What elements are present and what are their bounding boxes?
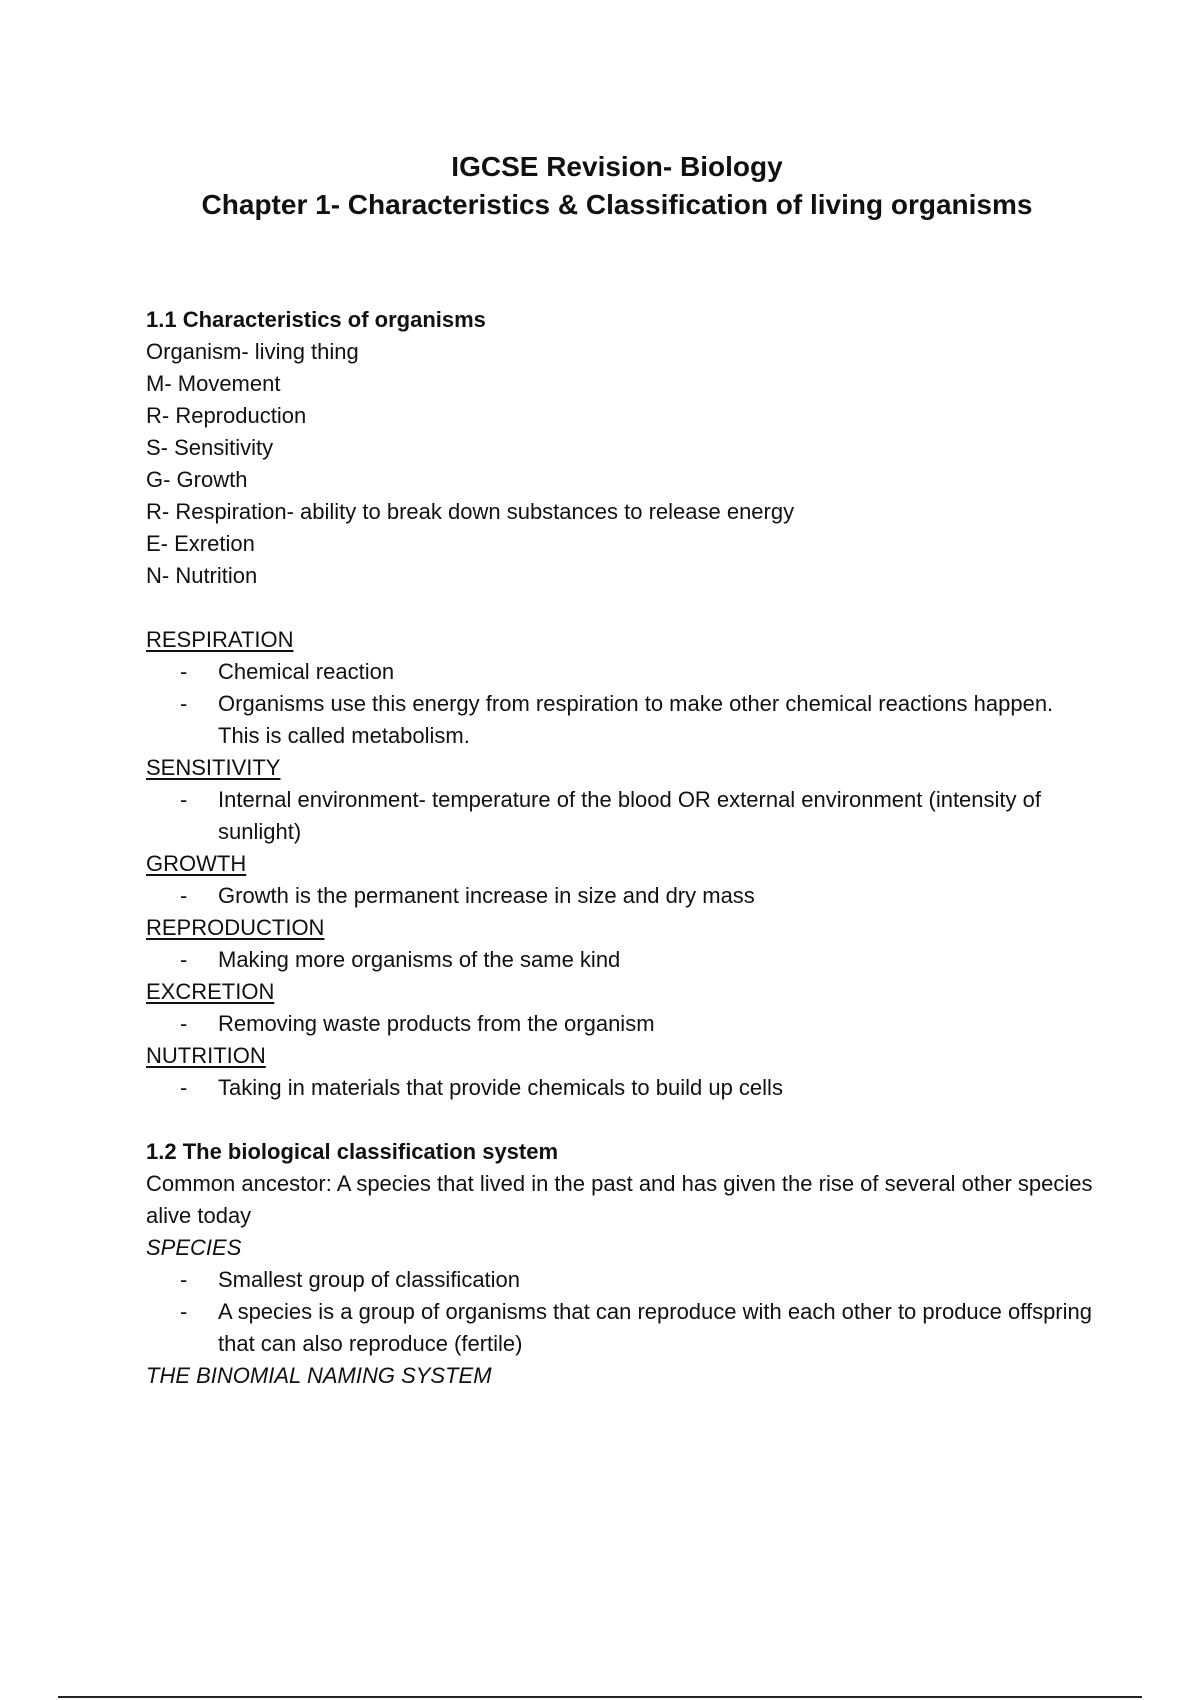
subheading-nutrition: NUTRITION bbox=[146, 1043, 266, 1068]
text-line-respiration: R- Respiration- ability to break down substances to release energy bbox=[146, 499, 795, 524]
list-item bbox=[146, 880, 1096, 912]
bullet-list-species bbox=[146, 1264, 1096, 1360]
bullet-dash: - bbox=[180, 1075, 188, 1100]
list-item-text: A species is a group of organisms that can reproduce with each other to produce offspring that can also reproduce (fertile) bbox=[218, 1299, 1092, 1356]
list-item bbox=[146, 1072, 1096, 1104]
subheading-binomial-naming: THE BINOMIAL NAMING SYSTEM bbox=[146, 1363, 492, 1388]
text-line-organism: Organism- living thing bbox=[146, 339, 359, 364]
list-item bbox=[146, 1296, 1096, 1360]
text-line-nutrition: N- Nutrition bbox=[146, 563, 258, 588]
subheading-reproduction: REPRODUCTION bbox=[146, 915, 325, 940]
text-line-growth: G- Growth bbox=[146, 467, 248, 492]
list-item bbox=[146, 688, 1096, 752]
bullet-list-nutrition bbox=[146, 1072, 1096, 1104]
list-item bbox=[146, 1264, 1096, 1296]
list-item-text: Chemical reaction bbox=[218, 659, 395, 684]
document-body bbox=[146, 304, 1096, 1392]
list-item-text: Removing waste products from the organism bbox=[218, 1011, 655, 1036]
list-item bbox=[146, 656, 1096, 688]
bullet-dash: - bbox=[180, 1299, 188, 1324]
section-heading-characteristics: 1.1 Characteristics of organisms bbox=[146, 307, 486, 332]
text-line-reproduction: R- Reproduction bbox=[146, 403, 307, 428]
list-item-text: Organisms use this energy from respiration to make other chemical reactions happen. This is called metabolism. bbox=[218, 691, 1054, 748]
page-bottom-divider bbox=[58, 1696, 1142, 1698]
bullet-dash: - bbox=[180, 883, 188, 908]
list-item-text: Taking in materials that provide chemicals to build up cells bbox=[218, 1075, 783, 1100]
bullet-dash: - bbox=[180, 1011, 188, 1036]
text-line-movement: M- Movement bbox=[146, 371, 281, 396]
paragraph-common-ancestor: Common ancestor: A species that lived in the past and has given the rise of several other species alive today bbox=[146, 1171, 1093, 1228]
blank-line bbox=[146, 592, 1096, 624]
bullet-dash: - bbox=[180, 659, 188, 684]
bullet-dash: - bbox=[180, 691, 188, 716]
bullet-list-excretion bbox=[146, 1008, 1096, 1040]
list-item bbox=[146, 944, 1096, 976]
subheading-respiration: RESPIRATION bbox=[146, 627, 294, 652]
text-line-sensitivity: S- Sensitivity bbox=[146, 435, 274, 460]
list-item-text: Growth is the permanent increase in size and dry mass bbox=[218, 883, 755, 908]
list-item bbox=[146, 1008, 1096, 1040]
subheading-excretion: EXCRETION bbox=[146, 979, 275, 1004]
document-title bbox=[0, 148, 1200, 224]
text-line-excretion: E- Exretion bbox=[146, 531, 255, 556]
subheading-growth: GROWTH bbox=[146, 851, 247, 876]
bullet-list-respiration bbox=[146, 656, 1096, 752]
title-line-2: Chapter 1- Characteristics & Classification of living organisms bbox=[201, 189, 1033, 220]
list-item-text: Internal environment- temperature of the blood OR external environment (intensity of sunlight) bbox=[218, 787, 1041, 844]
title-line-1: IGCSE Revision- Biology bbox=[451, 151, 783, 182]
bullet-dash: - bbox=[180, 1267, 188, 1292]
list-item-text: Smallest group of classification bbox=[218, 1267, 521, 1292]
blank-line bbox=[146, 1104, 1096, 1136]
bullet-list-reproduction bbox=[146, 944, 1096, 976]
bullet-list-growth bbox=[146, 880, 1096, 912]
list-item bbox=[146, 784, 1096, 848]
bullet-dash: - bbox=[180, 947, 188, 972]
bullet-dash: - bbox=[180, 787, 188, 812]
section-heading-classification: 1.2 The biological classification system bbox=[146, 1139, 559, 1164]
subheading-species: SPECIES bbox=[146, 1235, 242, 1260]
subheading-sensitivity: SENSITIVITY bbox=[146, 755, 281, 780]
list-item-text: Making more organisms of the same kind bbox=[218, 947, 621, 972]
bullet-list-sensitivity bbox=[146, 784, 1096, 848]
